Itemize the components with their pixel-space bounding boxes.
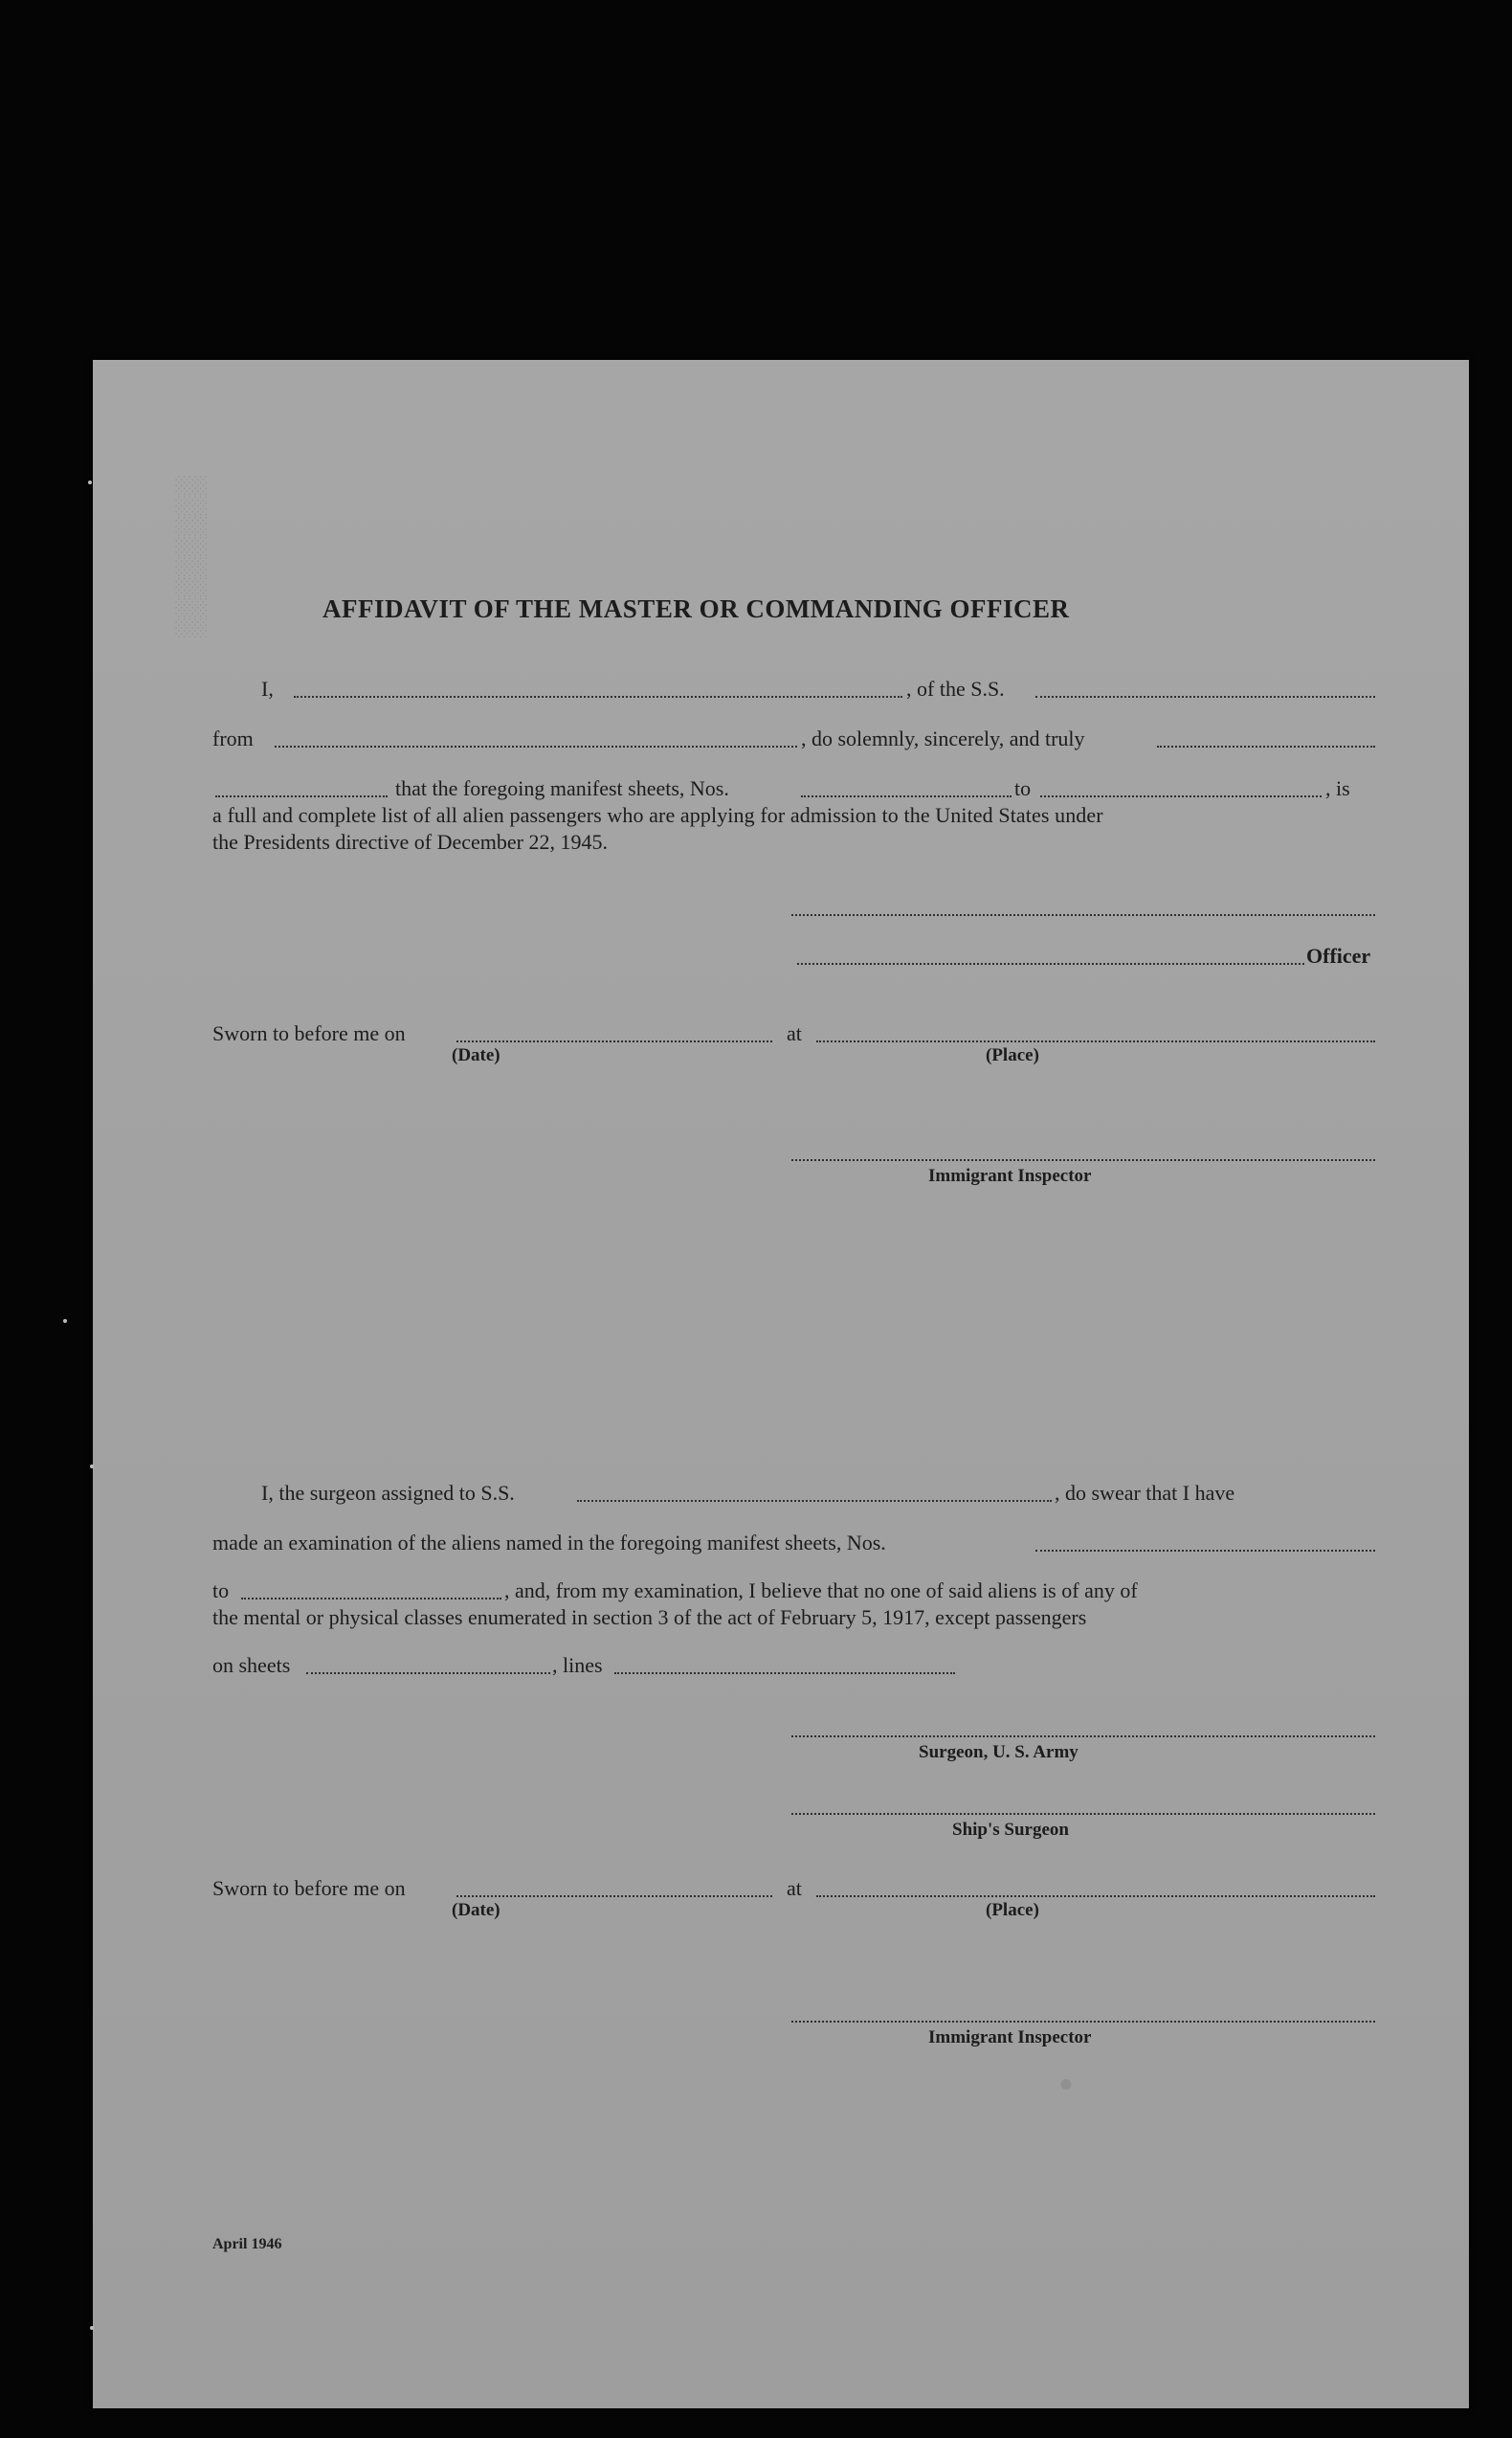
- surgeon-line5-sheets: on sheets: [212, 1653, 291, 1677]
- surgeon-line1-b: , do swear that I have: [1055, 1481, 1235, 1505]
- master-place-caption: (Place): [986, 1045, 1039, 1065]
- scan-speck: [90, 2326, 94, 2330]
- master-line2-solemnly: , do solemnly, sincerely, and truly: [801, 727, 1085, 750]
- master-line3-foregoing: that the foregoing manifest sheets, Nos.: [395, 776, 729, 800]
- surgeon-line3-rest: , and, from my examination, I believe that no one of said aliens is of any of: [504, 1578, 1138, 1602]
- scan-speck: [63, 1319, 67, 1323]
- surgeon-line3-to: to: [212, 1578, 230, 1602]
- master-sworn-date-field[interactable]: [456, 1040, 772, 1042]
- surgeon-inspector-label: Immigrant Inspector: [928, 2027, 1092, 2047]
- master-oath-field[interactable]: [215, 795, 388, 797]
- master-line1-ss: , of the S.S.: [906, 677, 1005, 701]
- ships-surgeon-label: Ship's Surgeon: [952, 1820, 1069, 1840]
- ships-surgeon-signature-line[interactable]: [791, 1813, 1375, 1815]
- master-sworn-place-field[interactable]: [816, 1040, 1375, 1042]
- master-inspector-label: Immigrant Inspector: [928, 1166, 1092, 1186]
- surgeon-inspector-signature-line[interactable]: [791, 2021, 1375, 2023]
- army-surgeon-label: Surgeon, U. S. Army: [919, 1742, 1078, 1762]
- bleed-through-texture: •: [1059, 2064, 1074, 2106]
- surgeon-place-caption: (Place): [986, 1900, 1039, 1920]
- surgeon-line1-a: I, the surgeon assigned to S.S.: [261, 1481, 515, 1505]
- surgeon-sworn-place-field[interactable]: [816, 1895, 1375, 1897]
- surgeon-line2: made an examination of the aliens named in the foregoing manifest sheets, Nos.: [212, 1531, 886, 1555]
- master-sheets-from-field[interactable]: [801, 795, 1012, 797]
- surgeon-ship-field[interactable]: [577, 1500, 1052, 1502]
- master-sworn-at: at: [787, 1021, 802, 1045]
- master-line3-is: , is: [1325, 776, 1350, 800]
- master-date-caption: (Date): [452, 1045, 500, 1065]
- affidavit-page: [93, 360, 1469, 2408]
- surgeon-line4: the mental or physical classes enumerated in section 3 of the act of February 5, 1917, except passengers: [212, 1605, 1087, 1629]
- master-name-field[interactable]: [294, 696, 902, 698]
- master-inspector-signature-line[interactable]: [791, 1159, 1375, 1161]
- form-date-footer: April 1946: [212, 2236, 282, 2252]
- army-surgeon-signature-line[interactable]: [791, 1735, 1375, 1737]
- master-line2-from: from: [212, 727, 254, 750]
- officer-signature-line-1[interactable]: [791, 914, 1375, 916]
- surgeon-sheets-to-field[interactable]: [241, 1598, 501, 1599]
- surgeon-sworn-text: Sworn to before me on: [212, 1876, 406, 1900]
- surgeon-sheets-from-field[interactable]: [1035, 1550, 1375, 1552]
- scan-speck: [90, 1465, 94, 1468]
- master-from-field[interactable]: [275, 746, 797, 748]
- surgeon-line5-lines: , lines: [552, 1653, 603, 1677]
- master-line5: the Presidents directive of December 22, 1945.: [212, 830, 608, 854]
- master-sworn-text: Sworn to before me on: [212, 1021, 406, 1045]
- master-line4: a full and complete list of all alien passengers who are applying for admission to the United States under: [212, 803, 1103, 827]
- page-title: AFFIDAVIT OF THE MASTER OR COMMANDING OFFICER: [322, 594, 1070, 623]
- surgeon-except-lines-field[interactable]: [614, 1672, 955, 1674]
- surgeon-date-caption: (Date): [452, 1900, 500, 1920]
- master-ship-field[interactable]: [1035, 696, 1375, 698]
- officer-signature-line-2[interactable]: [797, 963, 1304, 965]
- surgeon-except-sheets-field[interactable]: [306, 1672, 550, 1674]
- bleed-through-texture: ░░░░░░░░: [176, 475, 208, 638]
- master-truly-field[interactable]: [1157, 746, 1375, 748]
- master-line3-to: to: [1014, 776, 1032, 800]
- scan-speck: [88, 481, 92, 484]
- surgeon-sworn-date-field[interactable]: [456, 1895, 772, 1897]
- surgeon-sworn-at: at: [787, 1876, 802, 1900]
- master-sheets-to-field[interactable]: [1040, 795, 1322, 797]
- officer-label: Officer: [1306, 944, 1371, 968]
- master-line1-i: I,: [261, 677, 274, 701]
